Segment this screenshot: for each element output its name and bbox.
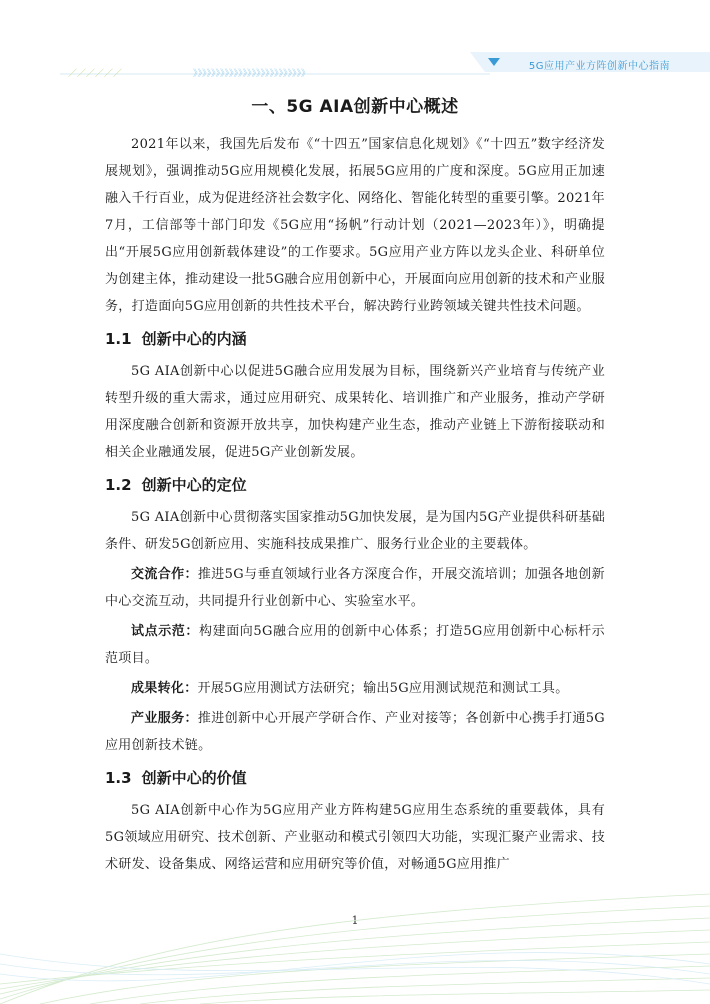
section-heading-1-2 bbox=[105, 472, 605, 498]
section-heading-1-3 bbox=[105, 765, 605, 791]
item-label: 产业服务： bbox=[131, 711, 198, 726]
page-title: 一、5G AIA创新中心概述 bbox=[251, 97, 459, 117]
item-text: 开展5G应用测试方法研究；输出5G应用测试规范和测试工具。 bbox=[197, 681, 569, 696]
section-1-2-paragraph: 5G AIA创新中心贯彻落实国家推动5G加快发展，是为国内5G产业提供科研基础条件、研发5G创新应用、实施科技成果推广、服务行业企业的主要载体。 bbox=[105, 510, 605, 552]
section-number: 1.2 bbox=[105, 476, 132, 494]
section-title: 创新中心的价值 bbox=[141, 769, 247, 787]
list-item-exchange bbox=[105, 561, 605, 615]
item-label: 试点示范： bbox=[131, 624, 199, 639]
item-text: 推进5G与垂直领域行业各方深度合作，开展交流培训；加强各地创新中心交流互动，共同提升行业创新中心、实验室水平。 bbox=[105, 567, 605, 609]
section-number: 1.3 bbox=[105, 769, 132, 787]
intro-paragraph: 2021年以来，我国先后发布《“十四五”国家信息化规划》《“十四五”数字经济发展规划》，强调推动5G应用规模化发展，拓展5G应用的广度和深度。5G应用正加速融入千行百业，成为促进经济社会数字化、网络化、智能化转型的重要引擎。2021年7月，工信部等十部门印发《5G应用“扬帆”行动计划（2021—2023年）》，明确提出“开展5G应用创新载体建设”的工作要求。5G应用产业方阵以龙头企业、科研单位为创建主体，推动建设一批5G融合应用创新中心，开展面向应用创新的技术和产业服务，打造面向5G应用创新的共性技术平台，解决跨行业跨领域关键共性技术问题。 bbox=[105, 137, 605, 314]
item-label: 成果转化： bbox=[131, 681, 198, 696]
document-body bbox=[105, 92, 605, 878]
section-title: 创新中心的内涵 bbox=[141, 330, 247, 348]
header-left-marks: ／／／／／／ bbox=[68, 69, 123, 79]
section-number: 1.1 bbox=[105, 330, 132, 348]
section-title: 创新中心的定位 bbox=[141, 476, 247, 494]
list-item-pilot bbox=[105, 618, 605, 672]
footer-wave-decoration bbox=[0, 854, 710, 1004]
section-1-1-paragraph: 5G AIA创新中心以促进5G融合应用发展为目标，围绕新兴产业培育与传统产业转型升级的重大需求，通过应用研究、成果转化、培训推广和产业服务，推动产学研用深度融合创新和资源开放共享，加快构建产业生态，推动产业链上下游衔接联动和相关企业融通发展，促进5G产业创新发展。 bbox=[105, 364, 605, 460]
item-text: 构建面向5G融合应用的创新中心体系；打造5G应用创新中心标杆示范项目。 bbox=[105, 624, 605, 666]
header-title: 5G应用产业方阵创新中心指南 bbox=[528, 61, 670, 72]
section-heading-1-1 bbox=[105, 326, 605, 352]
item-label: 交流合作： bbox=[131, 567, 198, 582]
list-item-service bbox=[105, 705, 605, 759]
item-text: 推进创新中心开展产学研合作、产业对接等；各创新中心携手打通5G应用创新技术链。 bbox=[105, 711, 605, 753]
section-1-3-paragraph: 5G AIA创新中心作为5G应用产业方阵构建5G应用生态系统的重要载体，具有5G领域应用研究、技术创新、产业驱动和模式引领四大功能，实现汇聚产业需求、技术研发、设备集成、网络运营和应用研究等价值，对畅通5G应用推广 bbox=[105, 803, 605, 872]
header-chevrons: 》》》》》》》》》》》》》》》》》》》》》》》》》 bbox=[193, 69, 311, 79]
list-item-transfer bbox=[105, 675, 605, 702]
page-number: 1 bbox=[351, 914, 359, 927]
